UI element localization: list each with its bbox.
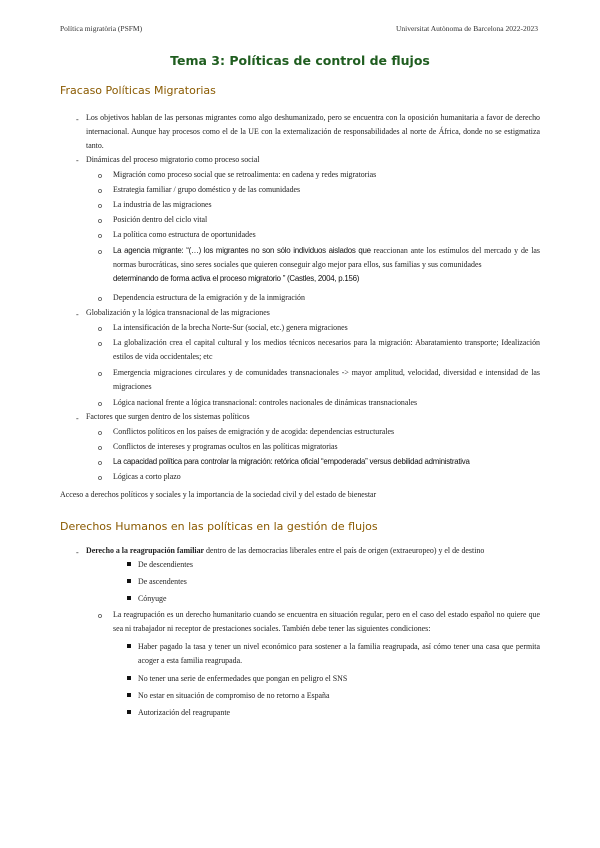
circle-bullet: o	[98, 186, 102, 195]
agencia-quote-lead: La agencia migrante: “(…) los migrantes no son sólo individuos aislados que	[113, 246, 371, 255]
dash-bullet: -	[76, 414, 79, 423]
circle-bullet: o	[98, 473, 102, 482]
sublist-item: Emergencia migraciones circulares y de comunidades transnacionales -> mayor amplitud, velocidad, diversidad e intensidad de las migraciones	[113, 368, 540, 391]
sublist-item: Conflictos de intereses y programas ocultos en las políticas migratorias	[113, 442, 338, 451]
square-bullet	[127, 676, 131, 680]
reagrupacion-bold: Derecho a la reagrupación familiar	[86, 546, 205, 555]
sublist-item: Posición dentro del ciclo vital	[113, 215, 208, 224]
sublist-item: Lógica nacional frente a lógica transnacional: controles nacionales de dinámicas transnacionales	[113, 398, 418, 407]
sublist-item: Estrategia familiar / grupo doméstico y de las comunidades	[113, 185, 301, 194]
circle-bullet: o	[98, 339, 102, 348]
dash-bullet: -	[76, 310, 79, 319]
condition-item: No tener una serie de enfermedades que pongan en peligro el SNS	[138, 674, 348, 683]
header-university: Universitat Autònoma de Barcelona 2022-2023	[395, 24, 538, 33]
circle-bullet: o	[98, 231, 102, 240]
sublist-item: Conflictos políticos en los países de emigración y de acogida: dependencias estructurales	[113, 427, 395, 436]
square-bullet	[127, 596, 131, 600]
circle-bullet: o	[98, 247, 102, 256]
circle-bullet: o	[98, 171, 102, 180]
sublist-item-agencia	[113, 244, 540, 272]
agencia-quote-end: determinando de forma activa el proceso migratorio ” (Castles, 2004, p.156)	[113, 274, 360, 283]
square-bullet	[127, 693, 131, 697]
paragraph-acceso: Acceso a derechos políticos y sociales y la importancia de la sociedad civil y del estado de bienestar	[60, 490, 377, 499]
condition-item: Autorización del reagrupante	[138, 708, 231, 717]
sublist-item: La industria de las migraciones	[113, 200, 212, 209]
sublist-item: De ascendentes	[138, 577, 187, 586]
sublist-item: La intensificación de la brecha Norte-Sur (social, etc.) genera migraciones	[113, 323, 348, 332]
dash-bullet: -	[76, 115, 79, 124]
sublist-item: Dependencia estructura de la emigración y de la inmigración	[113, 293, 305, 302]
circle-bullet: o	[98, 324, 102, 333]
page-title: Tema 3: Políticas de control de flujos	[170, 53, 430, 68]
sublist-item: La política como estructura de oportunidades	[113, 230, 256, 239]
condition-item: Haber pagado la tasa y tener un nivel económico para sostener a la familia reagrupada, así cómo tener una casa que permita acoger a esta familia reagrupada.	[138, 642, 540, 665]
paragraph-reagrupacion: La reagrupación es un derecho humanitario cuando se encuentra en situación regular, pero en el caso del estado español no quiere que sea ni trabajador ni receptor de prestaciones sociales. También debe tener las siguientes condiciones:	[113, 610, 540, 633]
section-heading-fracaso: Fracaso Políticas Migratorias	[60, 84, 216, 97]
sublist-item: Lógicas a corto plazo	[113, 472, 181, 481]
paragraph-objetivos: Los objetivos hablan de las personas migrantes como algo deshumanizado, pero se encuentra con la oposición humanitaria a favor de derecho internacional. Aunque hay procesos como el de la UE con la externalización de responsabilidades al norte de África, donde no se estigmatiza tanto.	[86, 113, 540, 150]
agencia-quote-rest: reaccionan ante los estímulos del mercado y de las normas burocráticas, sino seres sociales que quieren conseguir algo mejor para ellos, sus familias y sus comunidades	[113, 246, 540, 269]
circle-bullet: o	[98, 294, 102, 303]
list-item-factores: Factores que surgen dentro de los sistemas políticos	[86, 412, 250, 421]
list-item-dinamicas: Dinámicas del proceso migratorio como proceso social	[86, 155, 260, 164]
condition-item: No estar en situación de compromiso de no retorno a España	[138, 691, 330, 700]
circle-bullet: o	[98, 201, 102, 210]
circle-bullet: o	[98, 611, 102, 620]
sublist-item: Migración como proceso social que se retroalimenta: en cadena y redes migratorias	[113, 170, 377, 179]
header-course: Política migratòria (PSFM)	[60, 24, 143, 33]
dash-bullet: -	[76, 548, 79, 557]
circle-bullet: o	[98, 216, 102, 225]
list-item-reagrupacion	[86, 544, 484, 558]
square-bullet	[127, 710, 131, 714]
section-heading-derechos: Derechos Humanos en las políticas en la gestión de flujos	[60, 520, 378, 533]
sublist-item: Cónyuge	[138, 594, 167, 603]
sublist-item-capacidad: La capacidad política para controlar la migración: retórica oficial “empoderada” versus debilidad administrativa	[113, 457, 470, 466]
reagrupacion-rest: dentro de las democracias liberales entre el país de origen (extraeuropeo) y el de destino	[204, 546, 485, 555]
dash-bullet: -	[76, 156, 79, 165]
circle-bullet: o	[98, 458, 102, 467]
circle-bullet: o	[98, 443, 102, 452]
circle-bullet: o	[98, 399, 102, 408]
circle-bullet: o	[98, 428, 102, 437]
sublist-item: De descendientes	[138, 560, 193, 569]
sublist-item: La globalización crea el capital cultural y los medios técnicos necesarios para la migración: Abaratamiento transporte; Idealización estilos de vida occidentales; etc	[113, 338, 540, 361]
square-bullet	[127, 644, 131, 648]
square-bullet	[127, 562, 131, 566]
list-item-globalizacion: Globalización y la lógica transnacional de las migraciones	[86, 308, 270, 317]
square-bullet	[127, 579, 131, 583]
circle-bullet: o	[98, 369, 102, 378]
